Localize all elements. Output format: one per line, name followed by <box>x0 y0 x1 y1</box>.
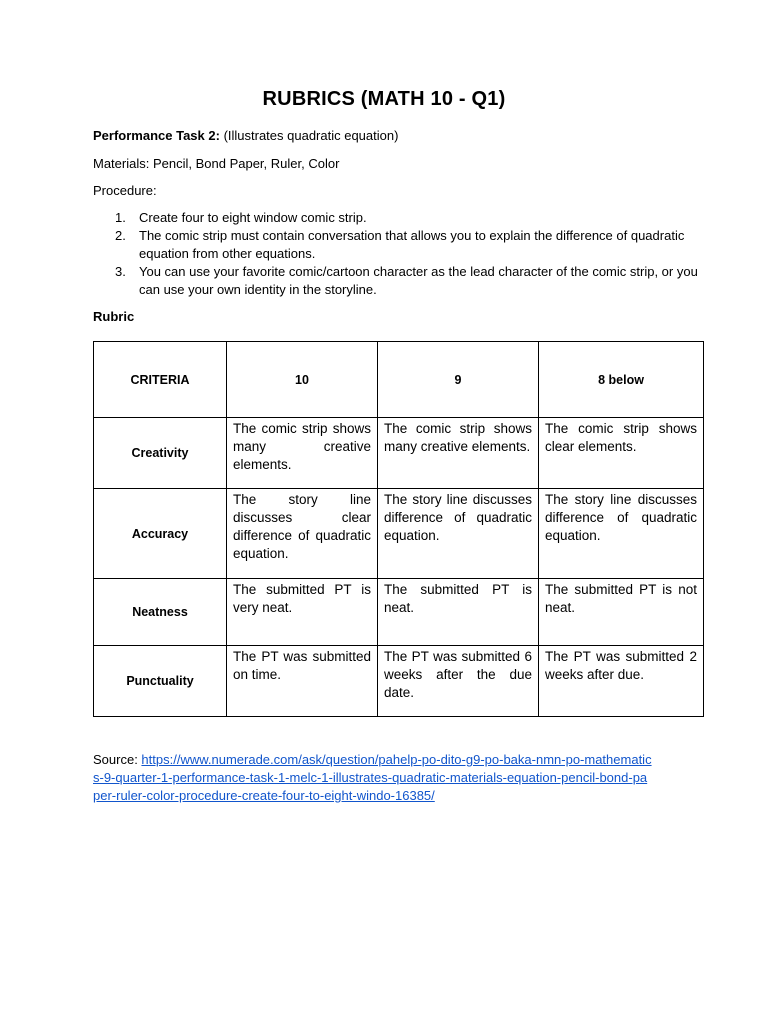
table-cell: The submitted PT is not neat. <box>539 579 704 646</box>
procedure-item-text: Create four to eight window comic strip. <box>139 210 367 225</box>
rubric-table <box>93 341 704 717</box>
procedure-list <box>93 209 699 299</box>
criteria-cell: Punctuality <box>94 646 227 717</box>
table-cell: The submitted PT is very neat. <box>227 579 378 646</box>
header-criteria: CRITERIA <box>94 342 227 418</box>
table-cell: The comic strip shows clear elements. <box>539 418 704 489</box>
criteria-cell: Accuracy <box>94 489 227 579</box>
rubric-label: Rubric <box>93 309 135 324</box>
table-cell: The PT was submitted 2 weeks after due. <box>539 646 704 717</box>
procedure-item-number: 1. <box>115 210 126 225</box>
table-cell: The story line discusses difference of quadratic equation. <box>539 489 704 579</box>
procedure-item <box>93 263 699 299</box>
header-score-9: 9 <box>378 342 539 418</box>
procedure-item-text: You can use your favorite comic/cartoon character as the lead character of the comic strip, or you can use your own identity in the storyline. <box>139 264 698 297</box>
procedure-item <box>93 209 699 227</box>
table-cell: The submitted PT is neat. <box>378 579 539 646</box>
table-cell: The comic strip shows many creative elements. <box>227 418 378 489</box>
source-label: Source: <box>93 752 142 767</box>
source-line <box>93 751 653 805</box>
table-cell: The story line discusses clear difference of quadratic equation. <box>227 489 378 579</box>
task-description: (Illustrates quadratic equation) <box>223 128 399 143</box>
table-cell: The comic strip shows many creative elements. <box>378 418 539 489</box>
criteria-cell: Creativity <box>94 418 227 489</box>
procedure-item-number: 2. <box>115 228 126 243</box>
table-header-row <box>94 342 704 418</box>
table-cell: The PT was submitted on time. <box>227 646 378 717</box>
header-score-8-below: 8 below <box>539 342 704 418</box>
table-row <box>94 579 704 646</box>
procedure-item-number: 3. <box>115 264 126 279</box>
table-row <box>94 646 704 717</box>
procedure-label: Procedure: <box>93 183 157 198</box>
procedure-item-text: The comic strip must contain conversation that allows you to explain the difference of quadratic equation from other equations. <box>139 228 685 261</box>
page-title: RUBRICS (MATH 10 - Q1) <box>262 88 506 110</box>
table-cell: The PT was submitted 6 weeks after the due date. <box>378 646 539 717</box>
table-cell: The story line discusses difference of quadratic equation. <box>378 489 539 579</box>
procedure-item <box>93 227 699 263</box>
header-score-10: 10 <box>227 342 378 418</box>
source-link[interactable]: https://www.numerade.com/ask/question/pahelp-po-dito-g9-po-baka-nmn-po-mathematics-9-quarter-1-performance-task-1-melc-1-illustrates-quadratic-materials-equation-pencil-bond-paper-ruler-color-procedure-create-four-to-eight-windo-16385/ <box>93 752 652 803</box>
task-line <box>93 127 398 145</box>
table-row <box>94 418 704 489</box>
table-row <box>94 489 704 579</box>
task-label: Performance Task 2: <box>93 128 220 143</box>
materials-line: Materials: Pencil, Bond Paper, Ruler, Color <box>93 156 340 171</box>
criteria-cell: Neatness <box>94 579 227 646</box>
